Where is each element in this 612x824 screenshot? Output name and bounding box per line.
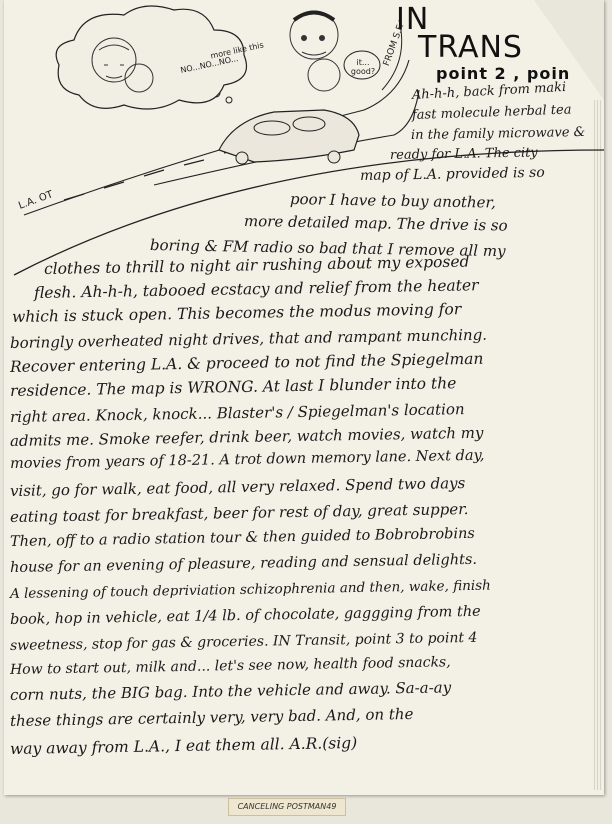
title-line-1: IN (396, 2, 430, 37)
text-line-7: more detailed map. The drive is so (243, 212, 508, 235)
text-line-13: Recover entering L.A. & proceed to not find the Spiegelman (9, 349, 484, 376)
text-line-5: map of L.A. provided is so (359, 164, 545, 184)
text-line-24: sweetness, stop for gas & groceries. IN Transit, point 3 to point 4 (9, 629, 478, 654)
text-line-9: clothes to thrill to night air rushing about my exposed (43, 252, 470, 278)
text-line-20: Then, off to a radio station tour & then guided to Bobrobrobins (9, 525, 475, 550)
text-line-12: boringly overheated night drives, that and rampant munching. (9, 325, 488, 352)
text-line-15: right area. Knock, knock... Blaster's / Spiegelman's location (9, 400, 465, 426)
text-line-27: these things are certainly very, very bad. And, on the (9, 704, 414, 730)
road-sign-label: FROM S.F. (381, 22, 407, 68)
title-line-2: TRANS (418, 30, 523, 65)
text-line-11: which is stuck open. This becomes the modus moving for (11, 300, 462, 326)
text-line-16: admits me. Smoke reefer, drink beer, watch movies, watch my (9, 423, 484, 450)
text-line-25: How to start out, milk and... let's see now, health food snacks, (9, 654, 451, 678)
text-line-14: residence. The map is WRONG. At last I blunder into the (9, 374, 457, 400)
text-line-23: book, hop in vehicle, eat 1/4 lb. of chocolate, gaggging from the (9, 603, 481, 628)
road-label: L.A. OT (17, 189, 55, 212)
postage-label: CANCELING POSTMAN49 (228, 798, 346, 816)
text-line-1: Ah-h-h, back from maki (411, 79, 567, 103)
text-line-17: movies from years of 18-21. A trot down memory lane. Next day, (9, 447, 485, 472)
bubble-text-2: more like this (209, 40, 265, 61)
text-line-8: boring & FM radio so bad that I remove all my (149, 236, 506, 261)
text-line-3: in the family microwave & (410, 124, 586, 143)
text-line-10: flesh. Ah-h-h, tabooed ecstacy and relief from the heater (33, 276, 479, 302)
title-line-3: point 2 , poin (436, 64, 571, 83)
text-line-22: A lessening of touch depriviation schizophrenia and then, wake, finish (9, 577, 491, 602)
text-line-4: ready for L.A. The city (389, 145, 538, 163)
handwritten-page (4, 0, 604, 795)
text-line-21: house for an evening of pleasure, reading and sensual delights. (9, 551, 478, 576)
text-line-26: corn nuts, the BIG bag. Into the vehicle and away. Sa-a-ay (9, 678, 452, 704)
text-line-18: visit, go for walk, eat food, all very relaxed. Spend two days (9, 474, 466, 500)
text-line-19: eating toast for breakfast, beer for rest of day, great supper. (9, 499, 469, 526)
bubble-text-3: it... good? (350, 58, 376, 76)
text-line-6: poor I have to buy another, (289, 190, 496, 212)
text-line-28: way away from L.A., I eat them all. A.R.(sig) (9, 733, 358, 758)
bubble-text-1: NO...NO...NO... (179, 53, 240, 76)
text-line-2: fast molecule herbal tea (411, 102, 572, 123)
